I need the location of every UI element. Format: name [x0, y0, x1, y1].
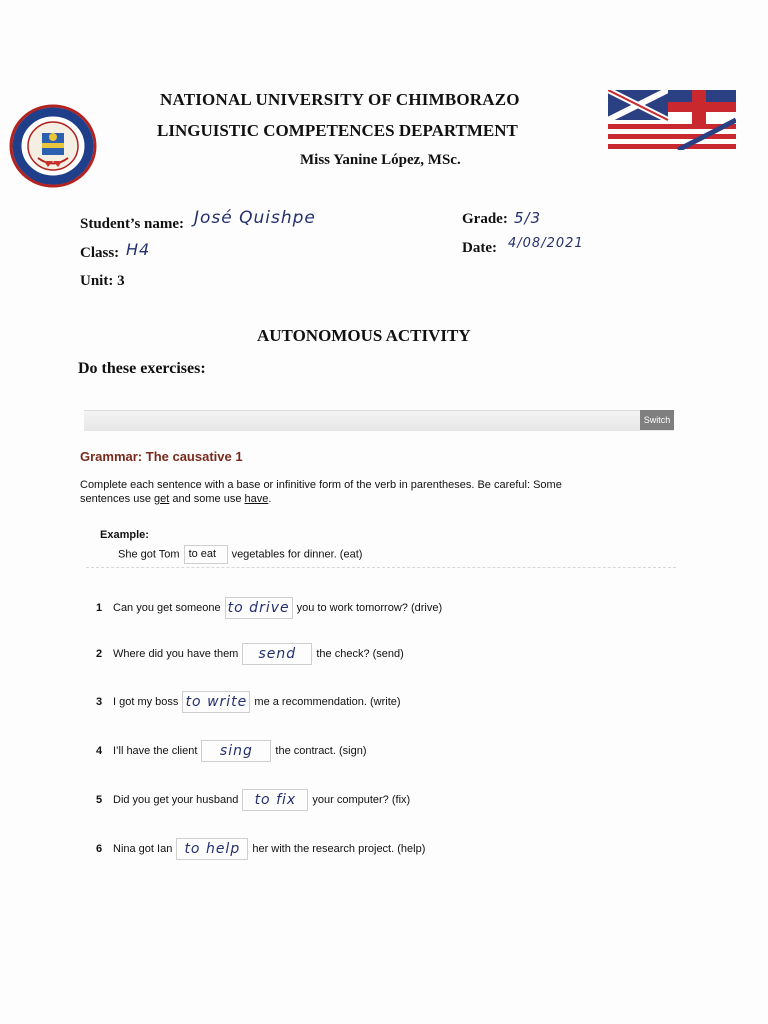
grade-label: Grade: [462, 211, 508, 227]
exercise-item-5: 5 Did you get your husband to fix your computer? (fix) [96, 789, 410, 811]
student-name-value[interactable]: José Quishpe [194, 208, 316, 228]
grade-value[interactable]: 5/3 [514, 209, 542, 227]
class-label: Class: [80, 245, 120, 261]
department-name: LINGUISTIC COMPETENCES DEPARTMENT [157, 121, 518, 140]
activity-title: AUTONOMOUS ACTIVITY [257, 326, 471, 345]
exercise-item-4: 4 I’ll have the client sing the contract. (sign) [96, 740, 366, 762]
university-name: NATIONAL UNIVERSITY OF CHIMBORAZO [160, 90, 520, 109]
uk-flag-icon [608, 90, 736, 150]
example-answer-box: to eat [184, 545, 228, 564]
exercise-item-3: 3 I got my boss to write me a recommendation. (write) [96, 691, 401, 713]
grammar-instructions: Complete each sentence with a base or infinitive form of the verb in parentheses. Be careful: Some sentences use get and some use have. [80, 479, 562, 505]
student-name-label: Student’s name: [80, 216, 185, 232]
example-sentence: She got Tom to eat vegetables for dinner. (eat) [118, 545, 362, 564]
answer-field-6[interactable]: to help [176, 838, 248, 860]
answer-field-5[interactable]: to fix [242, 789, 308, 811]
grammar-title: Grammar: The causative 1 [80, 449, 243, 464]
toolbar-strip [84, 410, 674, 431]
answer-field-2[interactable]: send [242, 643, 312, 665]
date-value[interactable]: 4/08/2021 [508, 236, 584, 251]
answer-field-4[interactable]: sing [201, 740, 271, 762]
teacher-name: Miss Yanine López, MSc. [300, 152, 461, 168]
unit-label: Unit: 3 [80, 273, 125, 289]
exercise-item-6: 6 Nina got Ian to help her with the research project. (help) [96, 838, 425, 860]
example-label: Example: [100, 529, 149, 541]
university-seal-icon [8, 103, 98, 189]
divider [86, 567, 676, 568]
class-value[interactable]: H4 [126, 240, 151, 259]
answer-field-1[interactable]: to drive [225, 597, 293, 619]
exercise-item-2: 2 Where did you have them send the check? (send) [96, 643, 404, 665]
switch-button[interactable]: Switch [640, 410, 674, 430]
exercise-item-1: 1 Can you get someone to drive you to work tomorrow? (drive) [96, 597, 442, 619]
answer-field-3[interactable]: to write [182, 691, 250, 713]
exercise-instruction: Do these exercises: [78, 360, 206, 377]
date-label: Date: [462, 240, 497, 256]
